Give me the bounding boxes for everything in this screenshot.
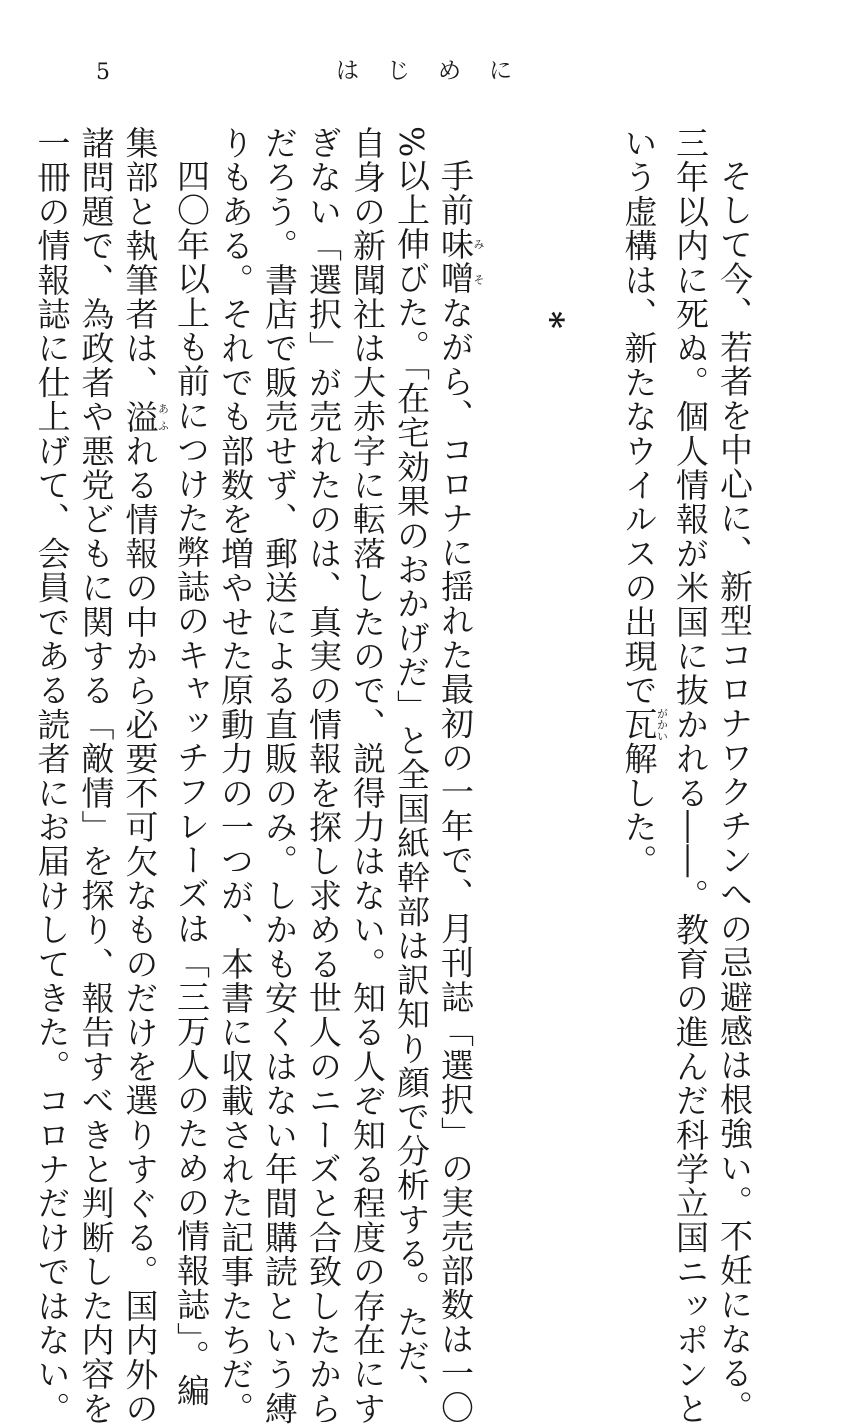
ruby-reading: あふ	[156, 399, 170, 434]
text-segment: 集部と執筆者は、	[120, 126, 160, 400]
ruby-afu	[120, 399, 170, 434]
text-line: 一冊の情報誌に仕上げて、会員である読者にお届けしてきた。コロナだけではない。	[32, 126, 72, 1426]
ruby-base: 溢	[120, 399, 160, 434]
ruby-gakai	[619, 707, 669, 742]
text-segment: れる情報の中から必要不可欠なものだけを選りすぐる。国内外の	[120, 433, 160, 1426]
ruby-base: 味噌	[436, 227, 475, 296]
page-number: 5	[96, 60, 110, 85]
text-line: だろう。書店で販売せず、郵送による直販のみ。しかも安くはない年間購読という縛	[260, 126, 299, 1426]
blank-line	[485, 126, 529, 1106]
text-segment: ながら、コロナに揺れた最初の一年で、月刊誌「選択」の実売部数は一〇	[436, 295, 475, 1425]
running-head: はじめに	[336, 58, 540, 84]
text-line	[433, 126, 485, 1425]
text-segment: 手前	[436, 159, 475, 228]
text-line	[617, 126, 669, 1106]
ruby-base: 瓦	[619, 707, 659, 742]
text-line: 四〇年以上も前につけた弊誌のキャッチフレーズは「三万人のための情報誌」。編	[172, 159, 211, 1408]
text-line: 諸問題で、為政者や悪党どもに関する「敵情」を探り、報告すべきと判断した内容を	[76, 126, 116, 1426]
text-line: ぎない「選択」が売れたのは、真実の情報を探し求める世人のニーズと合致したから	[304, 126, 343, 1426]
text-segment: 解した。	[619, 741, 659, 879]
ruby-reading: がかい	[655, 707, 669, 742]
section-break-asterisk: *	[530, 311, 571, 330]
body-text	[32, 126, 756, 1426]
blank-line	[573, 126, 617, 1106]
text-line: 自身の新聞社は大赤字に転落したので、説得力はない。知る人ぞ知る程度の存在にす	[348, 126, 387, 1426]
ruby-reading: みそ	[472, 227, 485, 296]
ruby-miso	[436, 227, 485, 296]
text-segment: いう虚構は、新たなウイルスの出現で	[619, 126, 659, 708]
text-line	[118, 126, 170, 1426]
text-line: 三年以内に死ぬ。個人情報が米国に抜かれる――。教育の進んだ科学立国ニッポンと	[671, 126, 710, 1426]
text-line: そして今、若者を中心に、新型コロナワクチンへの忌避感は根強い。不妊になる。	[715, 159, 754, 1425]
text-line: りもある。それでも部数を増やせた原動力の一つが、本書に収載された記事たちだ。	[216, 126, 255, 1426]
text-line: %以上伸びた。「在宅効果のおかげだ」と全国紙幹部は訳知り顔で分析する。ただ、	[392, 126, 431, 1408]
